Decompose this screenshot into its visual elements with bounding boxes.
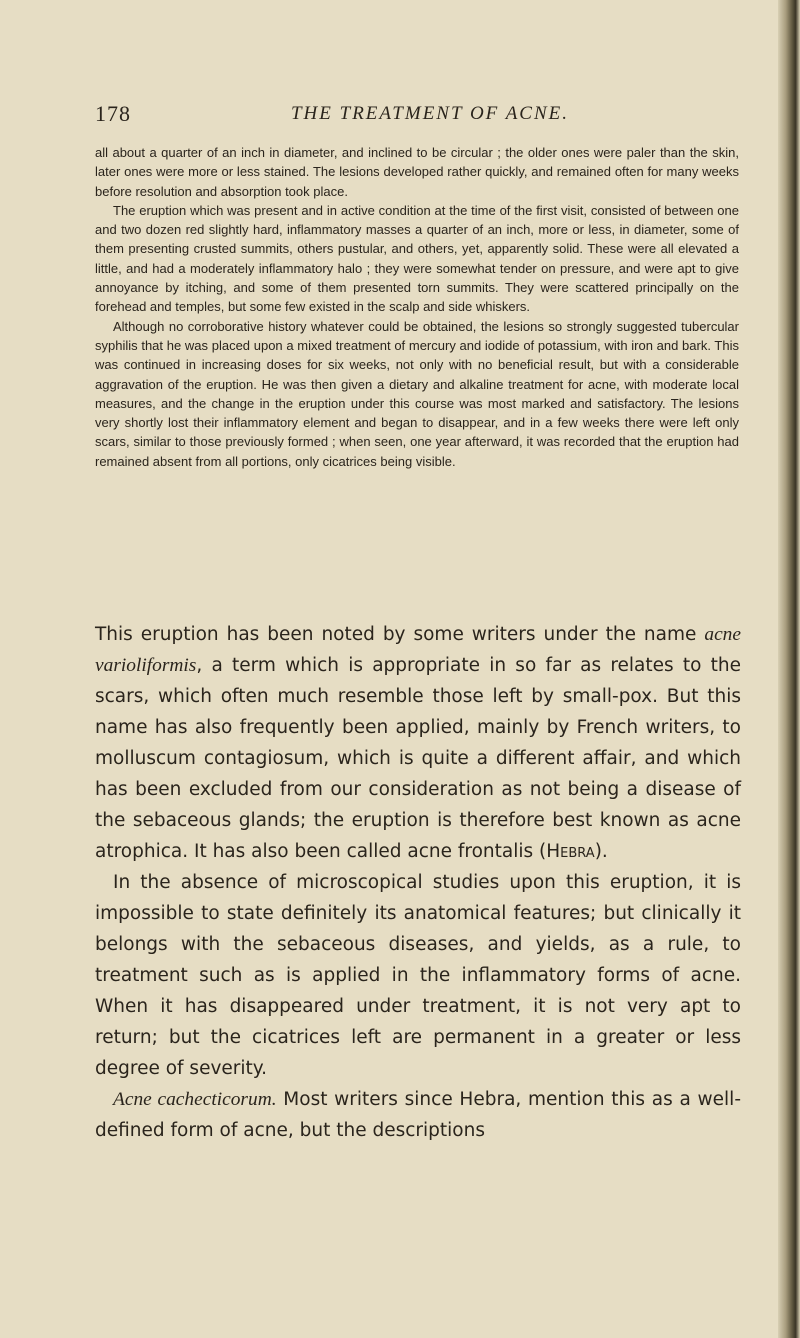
- main-text: [95, 619, 741, 1146]
- term-acne-varioliformis: acne varioliformis: [95, 624, 741, 676]
- paragraph: The eruption which was present and in active condition at the time of the first visit, consisted of between one and two dozen red slightly hard, inflammatory masses a quarter of an inch, more or less, in diameter, some of them presenting crusted summits, others pustular, and others, yet, apparently solid. These were all elevated a little, and had a moderately inflammatory halo ; they were somewhat tender on pressure, and were apt to give annoyance by itching, and some of them presented torn summits. They were scattered principally on the forehead and temples, but some few existed in the scalp and side whiskers.: [95, 202, 739, 315]
- running-head: THE TREATMENT OF ACNE.: [290, 103, 569, 124]
- text-run: Most writers since Hebra, mention this as a well-defined form of acne, but the descriptions: [95, 1089, 742, 1141]
- text-run: This eruption has been noted by some writers under the name: [95, 624, 705, 645]
- paragraph: [95, 619, 741, 867]
- term-acne-cachecticorum: Acne cachecticorum.: [113, 1089, 277, 1110]
- paragraph: Although no corroborative history whatever could be obtained, the lesions so strongly suggested tubercular syphilis that he was placed upon a mixed treatment of mercury and iodide of potassium, with iron and bark. This was continued in increasing doses for six weeks, not only with no beneficial result, but with a considerable aggravation of the eruption. He was then given a dietary and alkaline treatment for acne, with moderate local measures, and the change in the eruption under this course was most marked and satisfactory. The lesions very shortly lost their inflammatory element and began to disappear, and in a few weeks there were left only scars, similar to those previously formed ; when seen, one year afterward, it was recorded that the eruption had remained absent from all portions, only cicatrices being visible.: [95, 318, 739, 469]
- author-name: Hebra: [546, 841, 595, 862]
- page-number: 178: [95, 101, 131, 126]
- case-report-text: [95, 143, 739, 471]
- paragraph: all about a quarter of an inch in diameter, and inclined to be circular ; the older ones were paler than the skin, later ones were more or less stained. The lesions developed rather quickly, and remained often for many weeks before resolution and absorption took place.: [95, 145, 739, 199]
- paragraph: In the absence of microscopical studies upon this eruption, it is impossible to state definitely its anatomical features; but clinically it belongs with the sebaceous diseases, and yields, as a rule, to treatment such as is applied in the inflammatory forms of acne. When it has disappeared under treatment, it is not very apt to return; but the cicatrices left are permanent in a greater or less degree of severity.: [95, 872, 741, 1079]
- paragraph: [95, 1084, 741, 1146]
- page-header: [95, 101, 765, 131]
- text-run: , a term which is appropriate in so far as relates to the scars, which often much resemble those left by small-pox. But this name has also frequently been applied, mainly by French writers, to molluscum contagiosum, which is quite a different affair, and which has been excluded from our consideration as not being a disease of the sebaceous glands; the eruption is therefore best known as acne atrophica. It has also been called acne frontalis (: [95, 655, 741, 862]
- text-run: ).: [594, 841, 608, 862]
- page-edge: [778, 0, 800, 1338]
